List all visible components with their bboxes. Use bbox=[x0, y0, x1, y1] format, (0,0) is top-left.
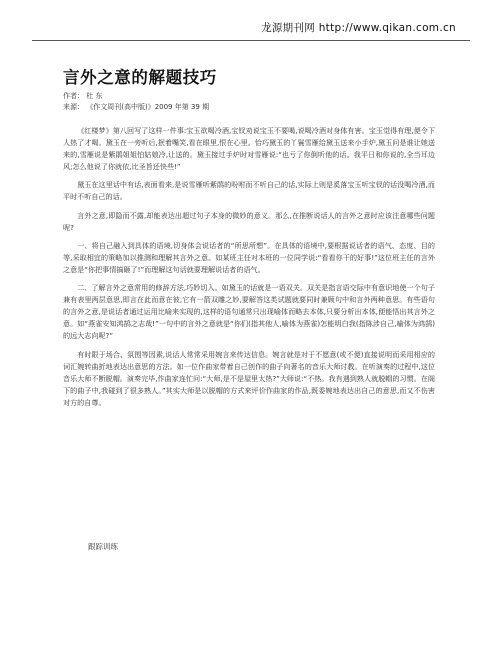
body-paragraph: 言外之意,即隐而不露,却能表达出超过句子本身的微妙的意义。那么,在推断说话人的言外之意时应该注意哪些问题呢? bbox=[63, 210, 435, 232]
source-label: 来源： bbox=[63, 103, 84, 111]
author-name: 杜 东 bbox=[86, 92, 103, 100]
author-label: 作者： bbox=[63, 92, 84, 100]
body-paragraph: 一、将自己融入到具体的语境,切身体会说话者的“所思所想”。在具体的语境中,要根据说话者的语气、态度、目的等,采取相宜的策略加以推测和理解其言外之意。如某班主任对本班的一位同学说:“看看你干的好事!”这位班主任的言外之意是“你把事情搞砸了!”而理解这句话就要理解说话者的语气。 bbox=[63, 240, 435, 274]
source-name: 《作文周刊(高中版)》2009 年第 39 期 bbox=[86, 103, 210, 111]
header-divider bbox=[32, 40, 470, 41]
body-paragraph: 有时限于场合、氛围等因素,说话人常常采用婉言来传达信息。婉言就是对于不愿意(或不便)直接说明而采用相应的词汇婉转曲折地表达出意思的方法。如一位作曲家带着自己创作的曲子向著名的音乐大师讨教。在听演奏的过程中,这位音乐大师不断脱帽。演奏完毕,作曲家连忙问:“大师,是不是屋里太热?”大师说:“不热。我有遇到熟人就脱帽的习惯。在阁下的曲子中,我碰到了很多熟人。”其实大师是以脱帽的方式来评价作曲家的作品,既委婉地表达出自己的意思,而又不伤害对方的自尊。 bbox=[63, 349, 435, 407]
author-line bbox=[63, 91, 102, 101]
article-title: 言外之意的解题技巧 bbox=[63, 68, 217, 87]
body-paragraph: 二、了解言外之意常用的修辞方法,巧妙切入。如黛玉的话就是一语双关。双关是指言语交际中有意识地使一个句子兼有表里两层意思,即言在此而意在彼,它有一箭双雕之妙,要解答这类试题就要同时兼顾句中和言外两种意思。有些语句的言外之意,是说话者通过运用比喻来实现的,这样的语句通常只出现喻体而略去本体,只要分析出本体,便能悟出其言外之意。如“燕雀安知鸿鹄之志哉!”一句中的言外之意就是“你们(指其他人,喻体为燕雀)怎能明白我(指陈涉自己,喻体为鸿鹄)的远大志向呢?” bbox=[63, 283, 435, 341]
body-paragraph: 《红楼梦》第八回写了这样一件事:宝玉欲喝冷酒,宝钗劝说宝玉不要喝,说喝冷酒对身体有害。宝玉觉得有理,便令下人热了才喝。黛玉在一旁听后,抿着嘴笑,看在眼里,恨在心里。恰巧黛玉的丫鬟雪雁给黛玉送来小手炉,黛玉问是谁让她送来的,雪雁说是紫鹃姐姐怕姑娘冷,让送的。黛玉接过手炉时对雪雁说:“也亏了你倒听他的话。我平日和你说的,全当耳边风;怎么他说了你就依,比圣旨还快些!” bbox=[63, 126, 435, 172]
header-site-label: 龙源期刊网 http://www.qikan.com.cn bbox=[261, 22, 456, 34]
body-paragraph: 黛玉在这里话中有话,表面看来,是说雪雁听紫鹃的吩咐而不听自己的话,实际上则是奚落宝玉听宝钗的话没喝冷酒,而平时不听自己的话。 bbox=[63, 180, 435, 202]
section-heading: 跟踪训练 bbox=[88, 542, 118, 551]
source-line bbox=[63, 102, 209, 112]
article-body bbox=[63, 125, 435, 415]
